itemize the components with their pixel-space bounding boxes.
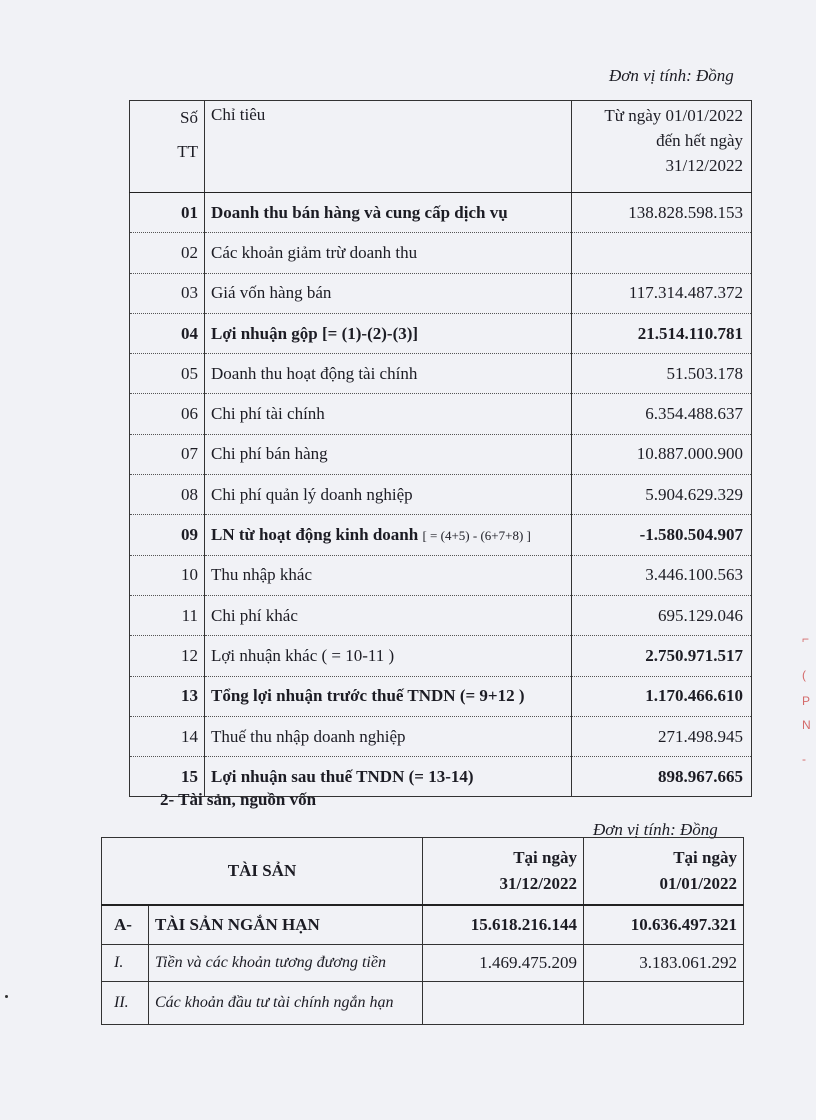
row-value-1: 15.618.216.144 (423, 905, 584, 945)
table-row (130, 354, 752, 394)
table-row (130, 515, 752, 555)
header-date2 (584, 838, 744, 906)
row-value: 21.514.110.781 (572, 313, 752, 353)
row-value: 2.750.971.517 (572, 636, 752, 676)
header-period-line2: đến hết ngày (656, 131, 743, 150)
header-no-line1: Số (180, 108, 198, 127)
row-name: Tiền và các khoản tương đương tiền (149, 945, 423, 982)
row-value: 898.967.665 (572, 757, 752, 797)
table-row (102, 945, 744, 982)
table-row (130, 716, 752, 756)
row-name: Lợi nhuận khác ( = 10-11 ) (205, 636, 572, 676)
table-row (130, 273, 752, 313)
table-row (130, 475, 752, 515)
row-no: 01 (130, 193, 205, 233)
row-value-1 (423, 982, 584, 1025)
row-name: Chi phí khác (205, 595, 572, 635)
header-name: Chỉ tiêu (205, 101, 572, 193)
table-row (130, 434, 752, 474)
row-code: I. (102, 945, 149, 982)
unit-label-bottom: Đơn vị tính: Đồng (593, 820, 718, 839)
table-row (130, 676, 752, 716)
row-value: 3.446.100.563 (572, 555, 752, 595)
table-row (130, 636, 752, 676)
row-value-2 (584, 982, 744, 1025)
asset-table (101, 837, 744, 1025)
row-no: 11 (130, 595, 205, 635)
stamp-fragment: ⌐ ( P N - (802, 632, 811, 766)
row-name: Các khoản giảm trừ doanh thu (205, 233, 572, 273)
row-name (205, 515, 572, 555)
row-name-formula: [ = (4+5) - (6+7+8) ] (422, 528, 531, 544)
row-name: Doanh thu hoạt động tài chính (205, 354, 572, 394)
income-table (129, 100, 752, 797)
table-row (130, 313, 752, 353)
header-date2-line2: 01/01/2022 (659, 874, 737, 893)
row-code: A- (102, 905, 149, 945)
header-period (572, 101, 752, 193)
unit-label-top: Đơn vị tính: Đồng (609, 66, 734, 85)
header-period-line1: Từ ngày 01/01/2022 (604, 106, 743, 125)
row-no: 05 (130, 354, 205, 394)
row-value: 271.498.945 (572, 716, 752, 756)
row-value: 5.904.629.329 (572, 475, 752, 515)
row-value: 10.887.000.900 (572, 434, 752, 474)
row-name: Chi phí tài chính (205, 394, 572, 434)
header-date1-line1: Tại ngày (513, 848, 577, 867)
row-value: 695.129.046 (572, 595, 752, 635)
row-value-1: 1.469.475.209 (423, 945, 584, 982)
row-no: 04 (130, 313, 205, 353)
row-no: 08 (130, 475, 205, 515)
row-name-main: LN từ hoạt động kinh doanh (211, 525, 419, 545)
table-row (130, 193, 752, 233)
income-table-header (130, 101, 752, 193)
row-value: 51.503.178 (572, 354, 752, 394)
row-no: 10 (130, 555, 205, 595)
row-no: 02 (130, 233, 205, 273)
row-value: 6.354.488.637 (572, 394, 752, 434)
row-name: Thuế thu nhập doanh nghiệp (205, 716, 572, 756)
asset-table-header (102, 838, 744, 906)
row-value: -1.580.504.907 (572, 515, 752, 555)
header-no (130, 101, 205, 193)
table-row (130, 233, 752, 273)
header-assets: TÀI SẢN (102, 838, 423, 906)
row-value-2: 3.183.061.292 (584, 945, 744, 982)
row-name: TÀI SẢN NGẮN HẠN (149, 905, 423, 945)
header-date1 (423, 838, 584, 906)
row-name: Lợi nhuận sau thuế TNDN (= 13-14) (205, 757, 572, 797)
row-no: 03 (130, 273, 205, 313)
header-no-line2: TT (177, 142, 198, 161)
table-row (102, 905, 744, 945)
row-name: Lợi nhuận gộp [= (1)-(2)-(3)] (205, 313, 572, 353)
row-name: Giá vốn hàng bán (205, 273, 572, 313)
header-date1-line2: 31/12/2022 (499, 874, 577, 893)
row-no: 06 (130, 394, 205, 434)
row-value-2: 10.636.497.321 (584, 905, 744, 945)
row-name: Các khoản đầu tư tài chính ngắn hạn (149, 982, 423, 1025)
section-title: 2- Tài sản, nguồn vốn (160, 790, 317, 809)
row-value: 117.314.487.372 (572, 273, 752, 313)
row-code: II. (102, 982, 149, 1025)
row-no: 09 (130, 515, 205, 555)
row-name: Thu nhập khác (205, 555, 572, 595)
row-no: 07 (130, 434, 205, 474)
table-row (130, 555, 752, 595)
row-no: 14 (130, 716, 205, 756)
table-row (102, 982, 744, 1025)
scan-speck (5, 995, 8, 998)
header-period-line3: 31/12/2022 (665, 156, 743, 175)
row-value: 1.170.466.610 (572, 676, 752, 716)
row-name: Doanh thu bán hàng và cung cấp dịch vụ (205, 193, 572, 233)
row-name: Chi phí bán hàng (205, 434, 572, 474)
row-value: 138.828.598.153 (572, 193, 752, 233)
row-no: 13 (130, 676, 205, 716)
table-row (130, 394, 752, 434)
table-row (130, 595, 752, 635)
row-no: 15 (130, 757, 205, 797)
row-value (572, 233, 752, 273)
header-date2-line1: Tại ngày (673, 848, 737, 867)
row-name: Tổng lợi nhuận trước thuế TNDN (= 9+12 ) (205, 676, 572, 716)
row-name: Chi phí quản lý doanh nghiệp (205, 475, 572, 515)
row-no: 12 (130, 636, 205, 676)
